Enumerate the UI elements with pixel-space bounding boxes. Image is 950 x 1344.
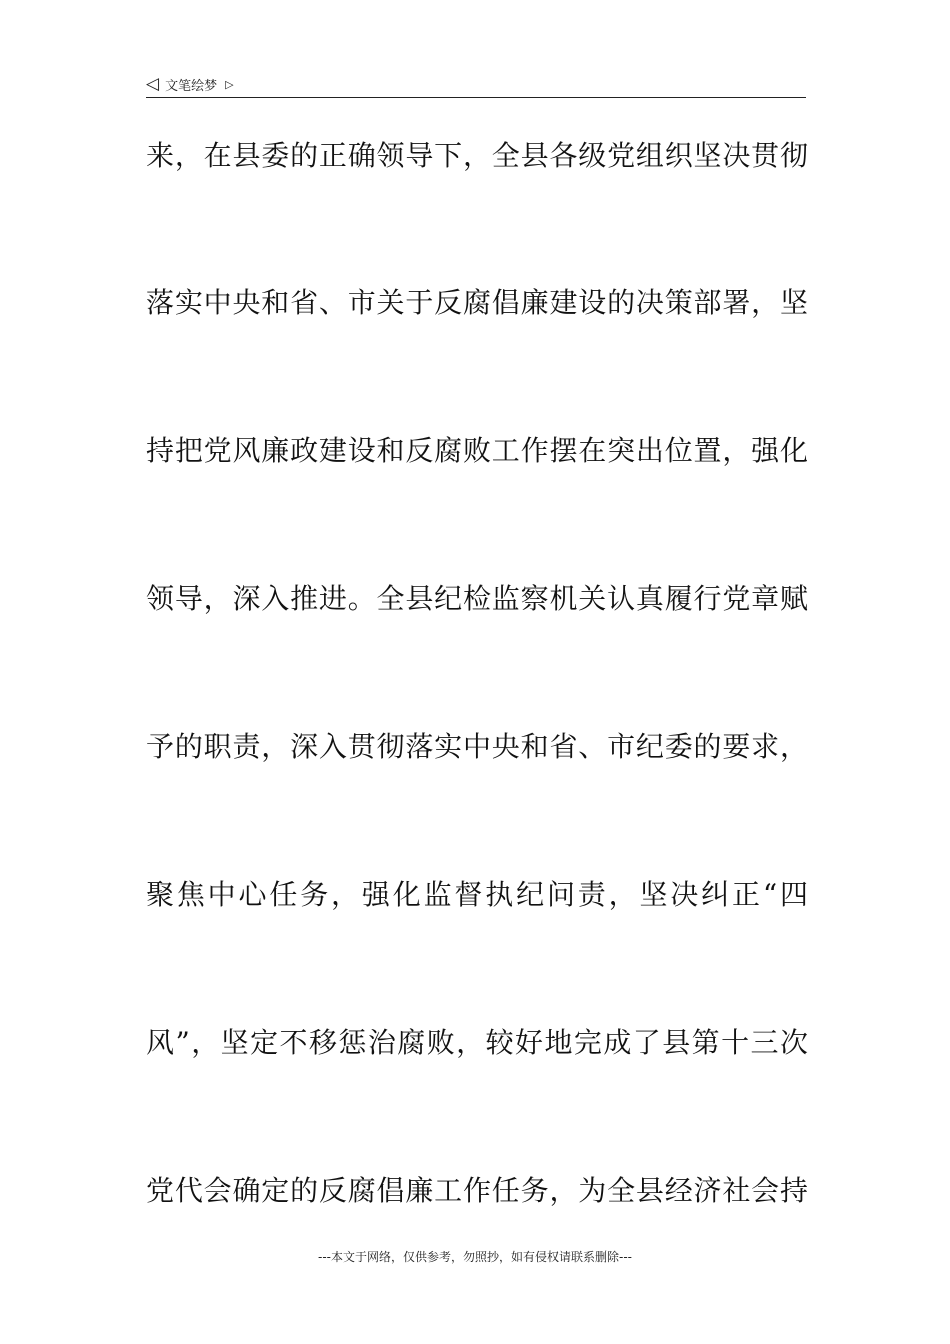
page-header bbox=[146, 72, 806, 96]
text-line-5: 予的职责，深入贯彻落实中央和省、市纪委的要求， bbox=[146, 730, 808, 763]
right-triangle-icon: ▷ bbox=[225, 77, 234, 91]
text-line-2: 落实中央和省、市关于反腐倡廉建设的决策部署，坚 bbox=[146, 286, 808, 319]
text-line-4: 领导，深入推进。全县纪检监察机关认真履行党章赋 bbox=[146, 582, 808, 615]
header-title: 文笔绘梦 bbox=[165, 78, 218, 94]
text-line-7: 风”，坚定不移惩治腐败，较好地完成了县第十三次 bbox=[146, 1026, 808, 1059]
footer-notice: ---本文于网络，仅供参考，勿照抄，如有侵权请联系删除--- bbox=[318, 1250, 632, 1264]
text-line-3: 持把党风廉政建设和反腐败工作摆在突出位置，强化 bbox=[146, 434, 808, 467]
header-divider bbox=[146, 97, 806, 98]
text-line-8: 党代会确定的反腐倡廉工作任务，为全县经济社会持 bbox=[146, 1174, 808, 1207]
text-line-6: 聚焦中心任务，强化监督执纪问责，坚决纠正“四 bbox=[146, 878, 808, 911]
text-line-1: 来，在县委的正确领导下，全县各级党组织坚决贯彻 bbox=[146, 139, 808, 172]
left-triangle-icon: ◁ bbox=[146, 73, 160, 94]
